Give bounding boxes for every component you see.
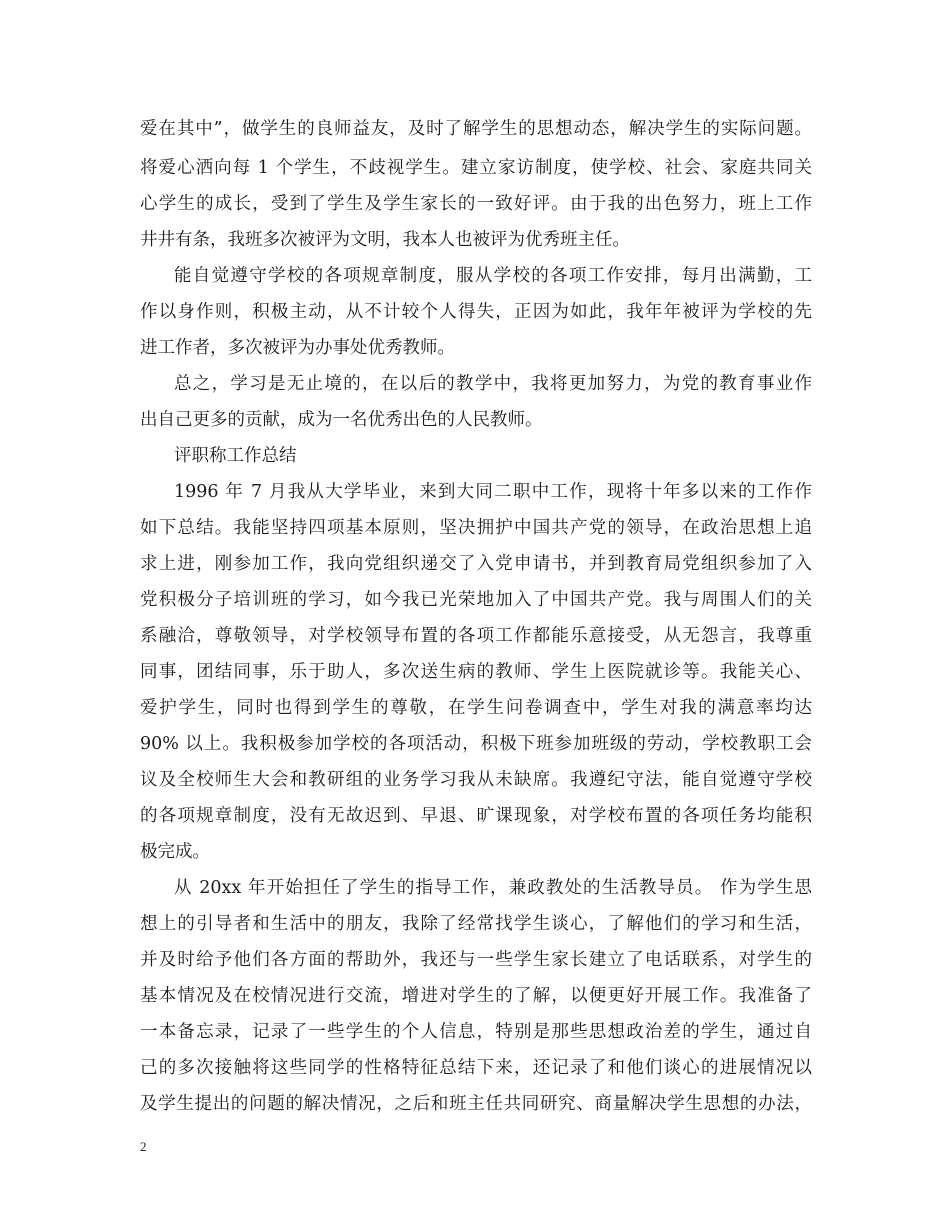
body-text-line: 己的多次接触将这些同学的性格特征总结下来，还记录了和他们谈心的进展情况以	[140, 1058, 812, 1078]
body-text-line: 同事，团结同事，乐于助人，多次送生病的教师、学生上医院就诊等。我能关心、	[140, 662, 812, 682]
body-text-line: 并及时给予他们各方面的帮助外，我还与一些学生家长建立了电话联系，对学生的	[140, 950, 812, 970]
body-text-line: 爱在其中”，做学生的良师益友，及时了解学生的思想动态，解决学生的实际问题。	[140, 119, 812, 139]
body-text-line: 基本情况及在校情况进行交流，增进对学生的了解，以便更好开展工作。我准备了	[140, 986, 812, 1006]
body-text-line: 党积极分子培训班的学习，如今我已光荣地加入了中国共产党。我与周围人们的关	[140, 590, 812, 610]
body-text-line: 求上进，刚参加工作，我向党组织递交了入党申请书，并到教育局党组织参加了入	[140, 554, 812, 574]
body-text-line: 进工作者，多次被评为办事处优秀教师。	[140, 338, 455, 358]
body-text-line: 如下总结。我能坚持四项基本原则，坚决拥护中国共产党的领导，在政治思想上追	[140, 518, 812, 538]
page-number: 2	[140, 1139, 147, 1154]
body-text-line: 井井有条，我班多次被评为文明，我本人也被评为优秀班主任。	[140, 230, 630, 250]
body-text-line: 90% 以上。我积极参加学校的各项活动，积极下班参加班级的劳动，学校教职工会	[140, 734, 812, 754]
body-text-line: 系融洽，尊敬领导，对学校领导布置的各项工作都能乐意接受，从无怨言，我尊重	[140, 626, 812, 646]
paragraph-first-line: 总之，学习是无止境的，在以后的教学中，我将更加努力，为党的教育事业作	[174, 374, 812, 394]
body-text-line: 极完成。	[140, 842, 210, 862]
body-text-line: 想上的引导者和生活中的朋友，我除了经常找学生谈心，了解他们的学习和生活，	[140, 914, 812, 934]
section-heading: 评职称工作总结	[174, 446, 297, 466]
body-text-line: 作以身作则，积极主动，从不计较个人得失，正因为如此，我年年被评为学校的先	[140, 302, 812, 322]
paragraph-first-line: 1996 年 7 月我从大学毕业，来到大同二职中工作，现将十年多以来的工作作	[174, 482, 812, 502]
body-text-line: 出自己更多的贡献，成为一名优秀出色的人民教师。	[140, 410, 543, 430]
body-text-line: 心学生的成长，受到了学生及学生家长的一致好评。由于我的出色努力，班上工作	[140, 194, 812, 214]
paragraph-first-line: 能自觉遵守学校的各项规章制度，服从学校的各项工作安排，每月出满勤，工	[174, 266, 812, 286]
body-text-line: 爱护学生，同时也得到学生的尊敬，在学生问卷调查中，学生对我的满意率均达	[140, 698, 812, 718]
body-text-line: 将爱心洒向每 1 个学生，不歧视学生。建立家访制度，使学校、社会、家庭共同关	[140, 158, 812, 178]
body-text-line: 及学生提出的问题的解决情况，之后和班主任共同研究、商量解决学生思想的办法，	[140, 1094, 812, 1114]
body-text-line: 的各项规章制度，没有无故迟到、早退、旷课现象，对学校布置的各项任务均能积	[140, 806, 812, 826]
paragraph-first-line: 从 20xx 年开始担任了学生的指导工作，兼政教处的生活教导员。 作为学生思	[174, 878, 812, 898]
body-text-line: 一本备忘录，记录了一些学生的个人信息，特别是那些思想政治差的学生，通过自	[140, 1022, 812, 1042]
body-text-line: 议及全校师生大会和教研组的业务学习我从未缺席。我遵纪守法，能自觉遵守学校	[140, 770, 812, 790]
